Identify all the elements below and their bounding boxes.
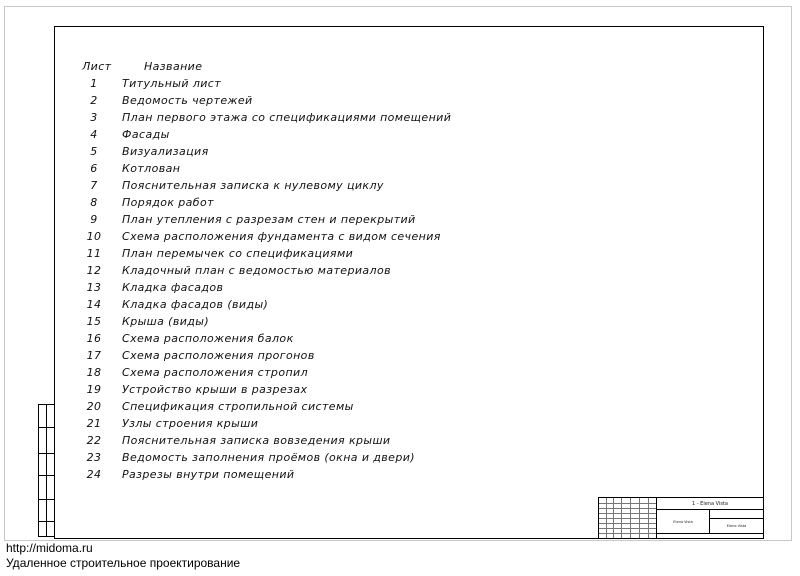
sheet-number: 13 <box>86 281 102 294</box>
sheet-list-row <box>82 245 582 262</box>
sheet-title: Устройство крыши в разрезах <box>122 383 308 396</box>
sheet-title: План утепления с разрезам стен и перекрытий <box>122 213 416 226</box>
sheet-list-row <box>82 330 582 347</box>
sheet-list-row <box>82 279 582 296</box>
sheet-list-row <box>82 432 582 449</box>
sheet-number: 3 <box>90 111 98 124</box>
sheet-title: Узлы строения крыши <box>122 417 259 430</box>
sheet-number: 19 <box>86 383 102 396</box>
sheet-number: 17 <box>86 349 102 362</box>
sheet-number: 15 <box>86 315 102 328</box>
sheet-list-row <box>82 126 582 143</box>
sheet-number: 21 <box>86 417 102 430</box>
sheet-title: План первого этажа со спецификациями помещений <box>122 111 452 124</box>
sheet-number: 11 <box>86 247 102 260</box>
sheet-title: Визуализация <box>122 145 209 158</box>
sheet-list-row <box>82 194 582 211</box>
sheet-list-row <box>82 449 582 466</box>
sheet-title: Разрезы внутри помещений <box>122 468 295 481</box>
binding-margin-strip <box>38 404 54 537</box>
sheet-list-header <box>82 58 582 75</box>
sheet-title: Ведомость чертежей <box>122 94 253 107</box>
sheet-title: Крыша (виды) <box>122 315 210 328</box>
sheet-number: 20 <box>86 400 102 413</box>
sheet-list-row <box>82 313 582 330</box>
sheet-list-row <box>82 466 582 483</box>
sheet-title: Котлован <box>122 162 181 175</box>
sheet-title: План перемычек со спецификациями <box>122 247 354 260</box>
header-sheet-title: Название <box>144 60 203 73</box>
sheet-number: 9 <box>90 213 98 226</box>
sheet-number: 6 <box>90 162 98 175</box>
sheet-number: 14 <box>86 298 102 311</box>
sheet-list-row <box>82 160 582 177</box>
title-block <box>598 497 764 539</box>
sheet-list-table <box>82 58 582 483</box>
title-block-bottom-row <box>657 533 763 538</box>
sheet-list-row <box>82 296 582 313</box>
sheet-number: 1 <box>90 77 98 90</box>
sheet-list-row <box>82 143 582 160</box>
title-block-project-name: 1 - Elena Vista <box>657 498 763 510</box>
sheet-list-row <box>82 364 582 381</box>
footer-url: http://midoma.ru <box>6 541 93 555</box>
sheet-list-row <box>82 92 582 109</box>
sheet-number: 12 <box>86 264 102 277</box>
sheet-title: Кладка фасадов <box>122 281 224 294</box>
sheet-list-row <box>82 109 582 126</box>
sheet-title: Титульный лист <box>122 77 222 90</box>
title-block-center-label: Elena Vista <box>657 510 710 534</box>
footer-tagline: Удаленное строительное проектирование <box>6 556 241 570</box>
sheet-number: 2 <box>90 94 98 107</box>
sheet-number: 22 <box>86 434 102 447</box>
title-block-grid <box>599 498 657 538</box>
footer-caption <box>6 541 240 571</box>
sheet-list-row <box>82 347 582 364</box>
sheet-list-row <box>82 211 582 228</box>
sheet-title: Пояснительная записка к нулевому циклу <box>122 179 384 192</box>
sheet-number: 24 <box>86 468 102 481</box>
sheet-list-row <box>82 415 582 432</box>
sheet-title: Порядок работ <box>122 196 214 209</box>
sheet-title: Схема расположения балок <box>122 332 294 345</box>
sheet-list-row <box>82 398 582 415</box>
sheet-list-row <box>82 381 582 398</box>
sheet-list-row <box>82 177 582 194</box>
sheet-number: 8 <box>90 196 98 209</box>
sheet-number: 23 <box>86 451 102 464</box>
sheet-title: Кладка фасадов (виды) <box>122 298 269 311</box>
sheet-number: 10 <box>86 230 102 243</box>
title-block-right-cell <box>710 510 763 534</box>
sheet-number: 5 <box>90 145 98 158</box>
sheet-list-row <box>82 228 582 245</box>
sheet-title: Кладочный план с ведомостью материалов <box>122 264 391 277</box>
title-block-right-label: Elena Vista <box>726 524 747 528</box>
sheet-number: 18 <box>86 366 102 379</box>
sheet-list-row <box>82 75 582 92</box>
sheet-title: Схема расположения фундамента с видом сечения <box>122 230 441 243</box>
sheet-title: Фасады <box>122 128 170 141</box>
sheet-number: 7 <box>90 179 98 192</box>
sheet-title: Ведомость заполнения проёмов (окна и двери) <box>122 451 415 464</box>
header-sheet-number: Лист <box>82 60 112 73</box>
sheet-title: Схема расположения прогонов <box>122 349 315 362</box>
sheet-number: 4 <box>90 128 98 141</box>
sheet-title: Спецификация стропильной системы <box>122 400 354 413</box>
sheet-title: Пояснительная записка вовзедения крыши <box>122 434 391 447</box>
sheet-number: 16 <box>86 332 102 345</box>
sheet-title: Схема расположения стропил <box>122 366 309 379</box>
sheet-list-row <box>82 262 582 279</box>
